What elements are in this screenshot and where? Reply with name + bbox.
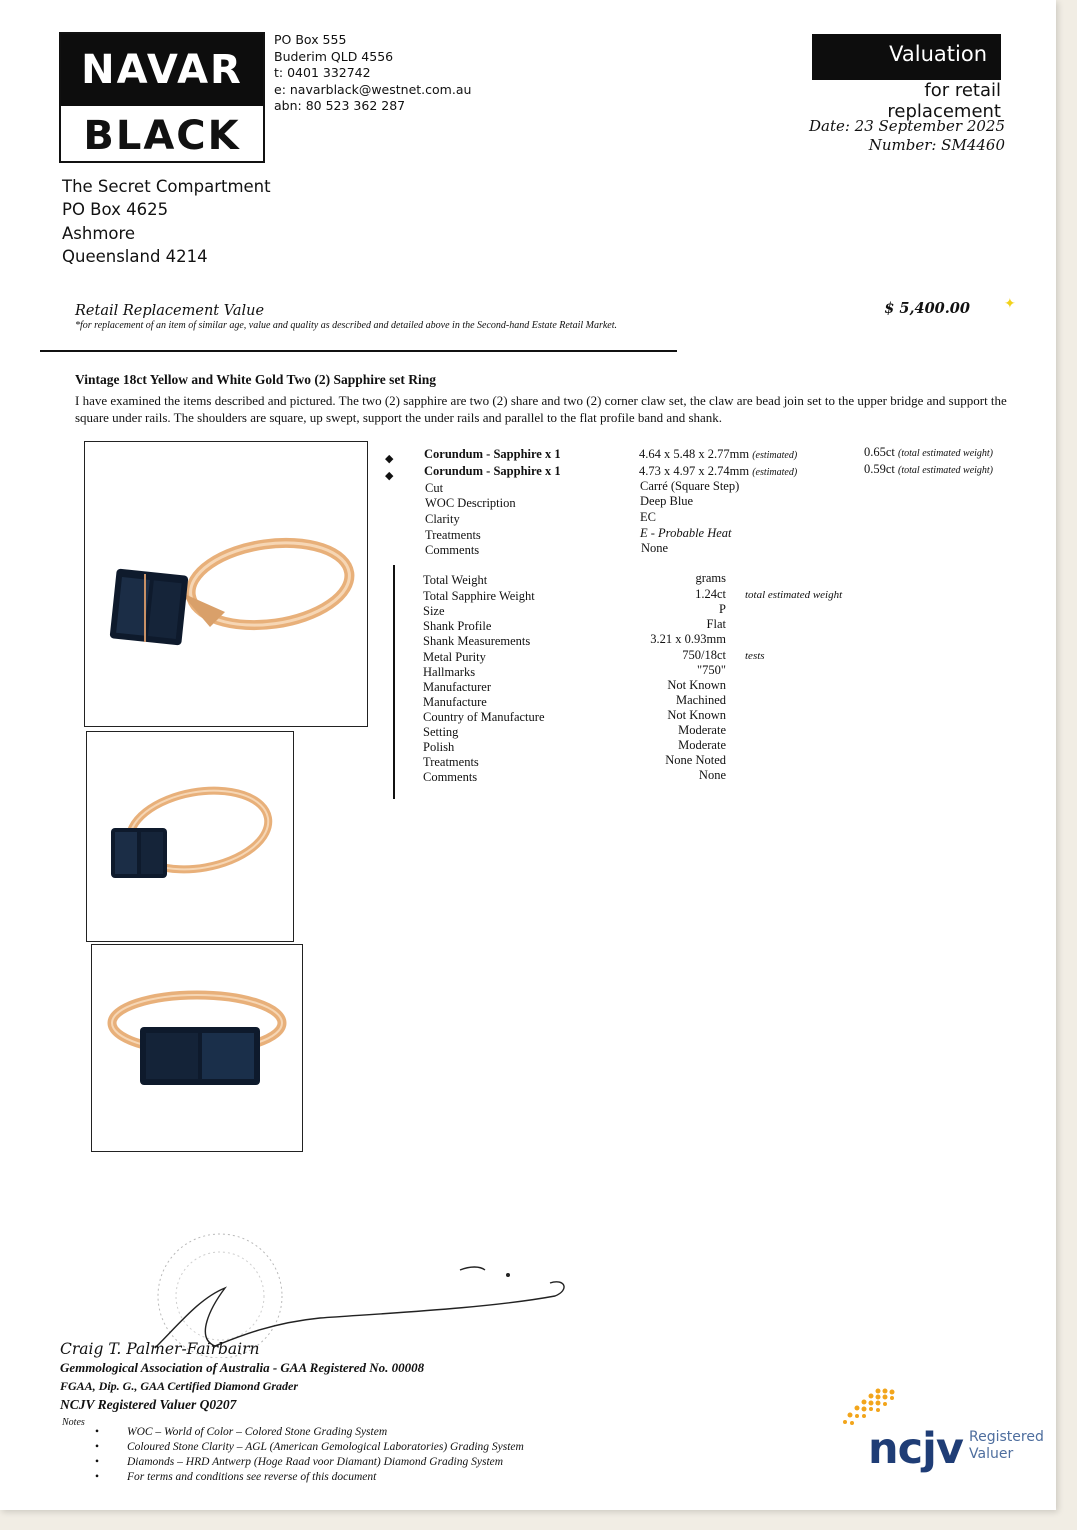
spec-label: Country of Manufacture <box>423 710 545 724</box>
valuation-meta <box>760 117 1005 155</box>
spec-value: "750" <box>697 663 726 677</box>
spec-value: EC <box>640 510 656 524</box>
ring-side-image <box>85 442 367 726</box>
note-item: • Coloured Stone Clarity – AGL (American Gemological Laboratories) Grading System <box>95 1441 524 1453</box>
note-item: • WOC – World of Color – Colored Stone Grading System <box>95 1426 388 1438</box>
spec-value: grams <box>695 571 726 585</box>
ring-angle-image <box>87 732 293 941</box>
notes-label: Notes <box>62 1417 85 1428</box>
recipient-address <box>62 175 271 268</box>
valuation-title: Valuation <box>812 34 1001 80</box>
contact-po-box: PO Box 555 <box>274 32 347 47</box>
spec-label: Cut <box>425 481 444 495</box>
valuation-date: Date: 23 September 2025 <box>808 117 1005 135</box>
signatory-credential: Gemmological Association of Australia - GAA Registered No. 00008 <box>60 1360 425 1375</box>
spec-label: Total Sapphire Weight <box>423 589 535 603</box>
note-item: • Diamonds – HRD Antwerp (Hoge Raad voor Diamant) Diamond Grading System <box>95 1456 504 1468</box>
spec-label: Treatments <box>423 755 479 769</box>
spec-value: Flat <box>706 617 726 631</box>
stone-name: Corundum - Sapphire x 1 <box>424 447 561 461</box>
spec-value: Carré (Square Step) <box>640 479 740 493</box>
recipient-line: Queensland 4214 <box>62 246 208 266</box>
spec-label: Polish <box>423 740 455 754</box>
ring-top-image <box>92 945 302 1151</box>
spec-label: Comments <box>425 543 480 557</box>
bullet-icon: ◆ <box>385 469 394 482</box>
stone-name: Corundum - Sapphire x 1 <box>424 464 561 478</box>
spec-value: Machined <box>676 693 726 707</box>
spec-value: None Noted <box>665 753 726 767</box>
stone-weight: 0.59ct (total estimated weight) <box>864 462 994 476</box>
signatory-credential: FGAA, Dip. G., GAA Certified Diamond Grader <box>60 1379 299 1393</box>
spec-value: Not Known <box>667 678 726 692</box>
spec-label: Shank Measurements <box>423 634 531 648</box>
recipient-line: Ashmore <box>62 223 136 243</box>
ncjv-registered-valuer: Registered Valuer <box>969 1429 1044 1462</box>
spec-divider <box>393 565 395 799</box>
valuation-subtitle: for retail replacement <box>887 80 1001 122</box>
navar-black-logo <box>59 32 265 163</box>
spec-note: tests <box>745 650 765 662</box>
spec-value: Not Known <box>667 708 726 722</box>
bullet-icon: ◆ <box>385 452 394 465</box>
highlight-star-icon: ✦ <box>1004 296 1016 312</box>
spec-value: None <box>641 541 669 555</box>
note-item: • For terms and conditions see reverse of this document <box>95 1471 377 1483</box>
spec-value: 1.24ct <box>695 587 726 601</box>
ring-photo-side <box>84 441 368 727</box>
spec-value: P <box>719 602 726 616</box>
spec-note: total estimated weight <box>745 589 843 601</box>
spec-label: Clarity <box>425 512 460 526</box>
valuation-number: Number: SM4460 <box>868 136 1005 154</box>
spec-value: 750/18ct <box>682 648 726 662</box>
contact-abn: abn: 80 523 362 287 <box>274 98 406 114</box>
recipient-line: The Secret Compartment <box>62 177 271 196</box>
spec-label: Comments <box>423 770 478 784</box>
retail-value-amount: $ 5,400.00 <box>884 300 970 317</box>
ring-photo-top <box>91 944 303 1152</box>
retail-value-note: *for replacement of an item of similar age, value and quality as described and detailed above in the Second-hand Estate Retail Market. <box>75 320 618 331</box>
stone-weight: 0.65ct (total estimated weight) <box>864 445 994 459</box>
spec-label: Manufacturer <box>423 680 492 694</box>
spec-label: Manufacture <box>423 695 487 709</box>
spec-label: Total Weight <box>423 573 488 587</box>
spec-value: E - Probable Heat <box>640 526 732 540</box>
spec-value: None <box>698 768 726 782</box>
logo-navar: NAVAR <box>61 34 263 106</box>
spec-value: 3.21 x 0.93mm <box>650 632 726 646</box>
retail-value-title: Retail Replacement Value <box>75 303 265 319</box>
spec-label: Metal Purity <box>423 650 486 664</box>
ring-photo-angle <box>86 731 294 942</box>
spec-label: Hallmarks <box>423 665 476 679</box>
divider <box>40 350 677 352</box>
spec-label: Treatments <box>425 528 481 542</box>
spec-value: Deep Blue <box>640 494 694 508</box>
contact-phone: t: 0401 332742 <box>274 65 371 81</box>
item-description: I have examined the items described and pictured. The two (2) sapphire are two (2) share and two (2) corner claw set, the claw are bead join set to the upper bridge and support the square under rails. The shoulders are square, up swept, support the under rails and parallel to the flat profile band and shank. <box>75 393 1007 425</box>
signatory-name: Craig T. Palmer-Fairbairn <box>60 1340 260 1358</box>
spec-label: Setting <box>423 725 459 739</box>
contact-email: e: navarblack@westnet.com.au <box>274 81 472 97</box>
signature-stamp-image <box>60 1228 570 1358</box>
spec-value: Moderate <box>678 723 726 737</box>
spec-label: Size <box>423 604 445 618</box>
spec-label: WOC Description <box>425 496 516 510</box>
logo-black: BLACK <box>83 113 241 159</box>
ncjv-logo: ncjv <box>868 1424 963 1474</box>
contact-address: Buderim QLD 4556 <box>274 48 394 64</box>
spec-value: Moderate <box>678 738 726 752</box>
signatory-credential: NCJV Registered Valuer Q0207 <box>60 1397 237 1412</box>
recipient-line: PO Box 4625 <box>62 200 169 220</box>
stone-measure: 4.73 x 4.97 x 2.74mm (estimated) <box>639 464 798 478</box>
stone-measure: 4.64 x 5.48 x 2.77mm (estimated) <box>639 447 798 461</box>
contact-block <box>274 32 471 115</box>
item-title: Vintage 18ct Yellow and White Gold Two (2) Sapphire set Ring <box>75 372 437 387</box>
spec-label: Shank Profile <box>423 619 492 633</box>
